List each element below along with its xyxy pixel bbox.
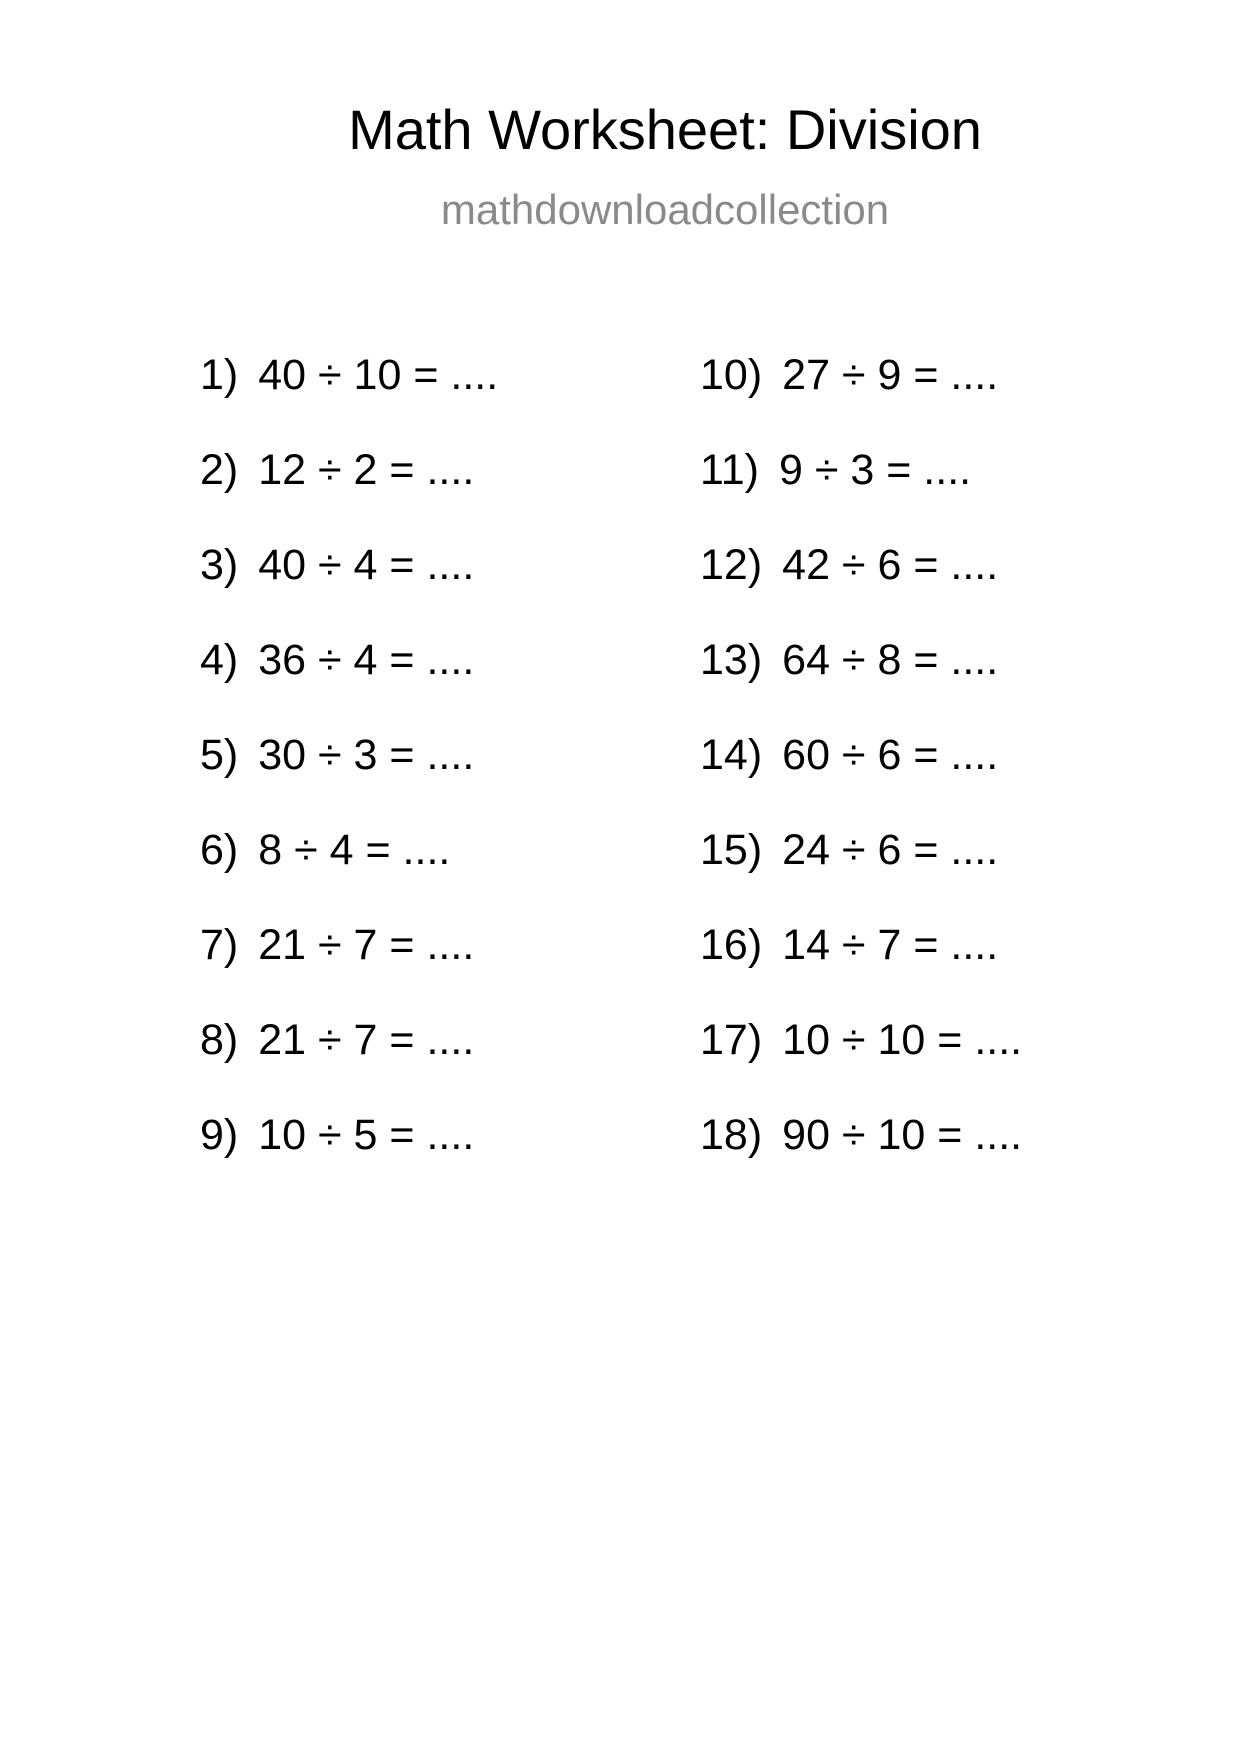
problem-expression: 10 ÷ 5 = .... [258,1111,475,1159]
problem-number: 8) [200,1016,239,1064]
page-title: Math Worksheet: Division [348,98,982,161]
problem-expression: 64 ÷ 8 = .... [782,636,999,684]
problem-item [200,635,498,730]
problem-item [700,920,1022,1015]
problem-number: 10) [700,351,763,399]
problem-item [200,825,498,920]
problem-number: 2) [200,446,239,494]
problem-expression: 8 ÷ 4 = .... [258,826,451,874]
problem-number: 7) [200,921,239,969]
problem-expression: 90 ÷ 10 = .... [782,1111,1023,1159]
problem-expression: 36 ÷ 4 = .... [258,636,475,684]
problem-expression: 40 ÷ 4 = .... [258,541,475,589]
problem-number: 16) [700,921,763,969]
problem-number: 9) [200,1111,239,1159]
problem-item [200,1110,498,1205]
problem-expression: 42 ÷ 6 = .... [782,541,999,589]
problem-expression: 10 ÷ 10 = .... [782,1016,1023,1064]
problem-expression: 9 ÷ 3 = .... [778,446,972,494]
problem-item [700,540,1022,635]
problem-column-right [700,350,1022,1205]
problem-item [700,350,1022,445]
problem-number: 4) [200,636,239,684]
problem-expression: 60 ÷ 6 = .... [782,731,999,779]
problem-item [700,825,1022,920]
problem-item [200,1015,498,1110]
problem-expression: 21 ÷ 7 = .... [258,921,475,969]
problem-item [700,730,1022,825]
problem-column-left [200,350,498,1205]
problem-expression: 14 ÷ 7 = .... [782,921,999,969]
problem-number: 5) [200,731,239,779]
problem-item [700,445,1022,540]
problem-number: 14) [700,731,763,779]
problem-number: 1) [200,351,239,399]
problem-item [200,730,498,825]
problem-number: 11) [700,446,759,494]
problem-expression: 27 ÷ 9 = .... [782,351,999,399]
problem-list [200,350,1100,1210]
problem-expression: 21 ÷ 7 = .... [258,1016,475,1064]
problem-item [200,350,498,445]
problem-item [700,635,1022,730]
problem-item [200,540,498,635]
problem-number: 12) [700,541,763,589]
problem-expression: 24 ÷ 6 = .... [782,826,999,874]
problem-expression: 30 ÷ 3 = .... [258,731,475,779]
problem-number: 17) [700,1016,763,1064]
problem-number: 18) [700,1111,763,1159]
problem-number: 13) [700,636,763,684]
page-subtitle: mathdownloadcollection [440,186,890,233]
problem-expression: 12 ÷ 2 = .... [258,446,475,494]
problem-item [700,1110,1022,1205]
problem-number: 3) [200,541,239,589]
problem-expression: 40 ÷ 10 = .... [258,351,499,399]
problem-number: 6) [200,826,239,874]
problem-number: 15) [700,826,763,874]
problem-item [200,445,498,540]
problem-item [200,920,498,1015]
problem-item [700,1015,1022,1110]
